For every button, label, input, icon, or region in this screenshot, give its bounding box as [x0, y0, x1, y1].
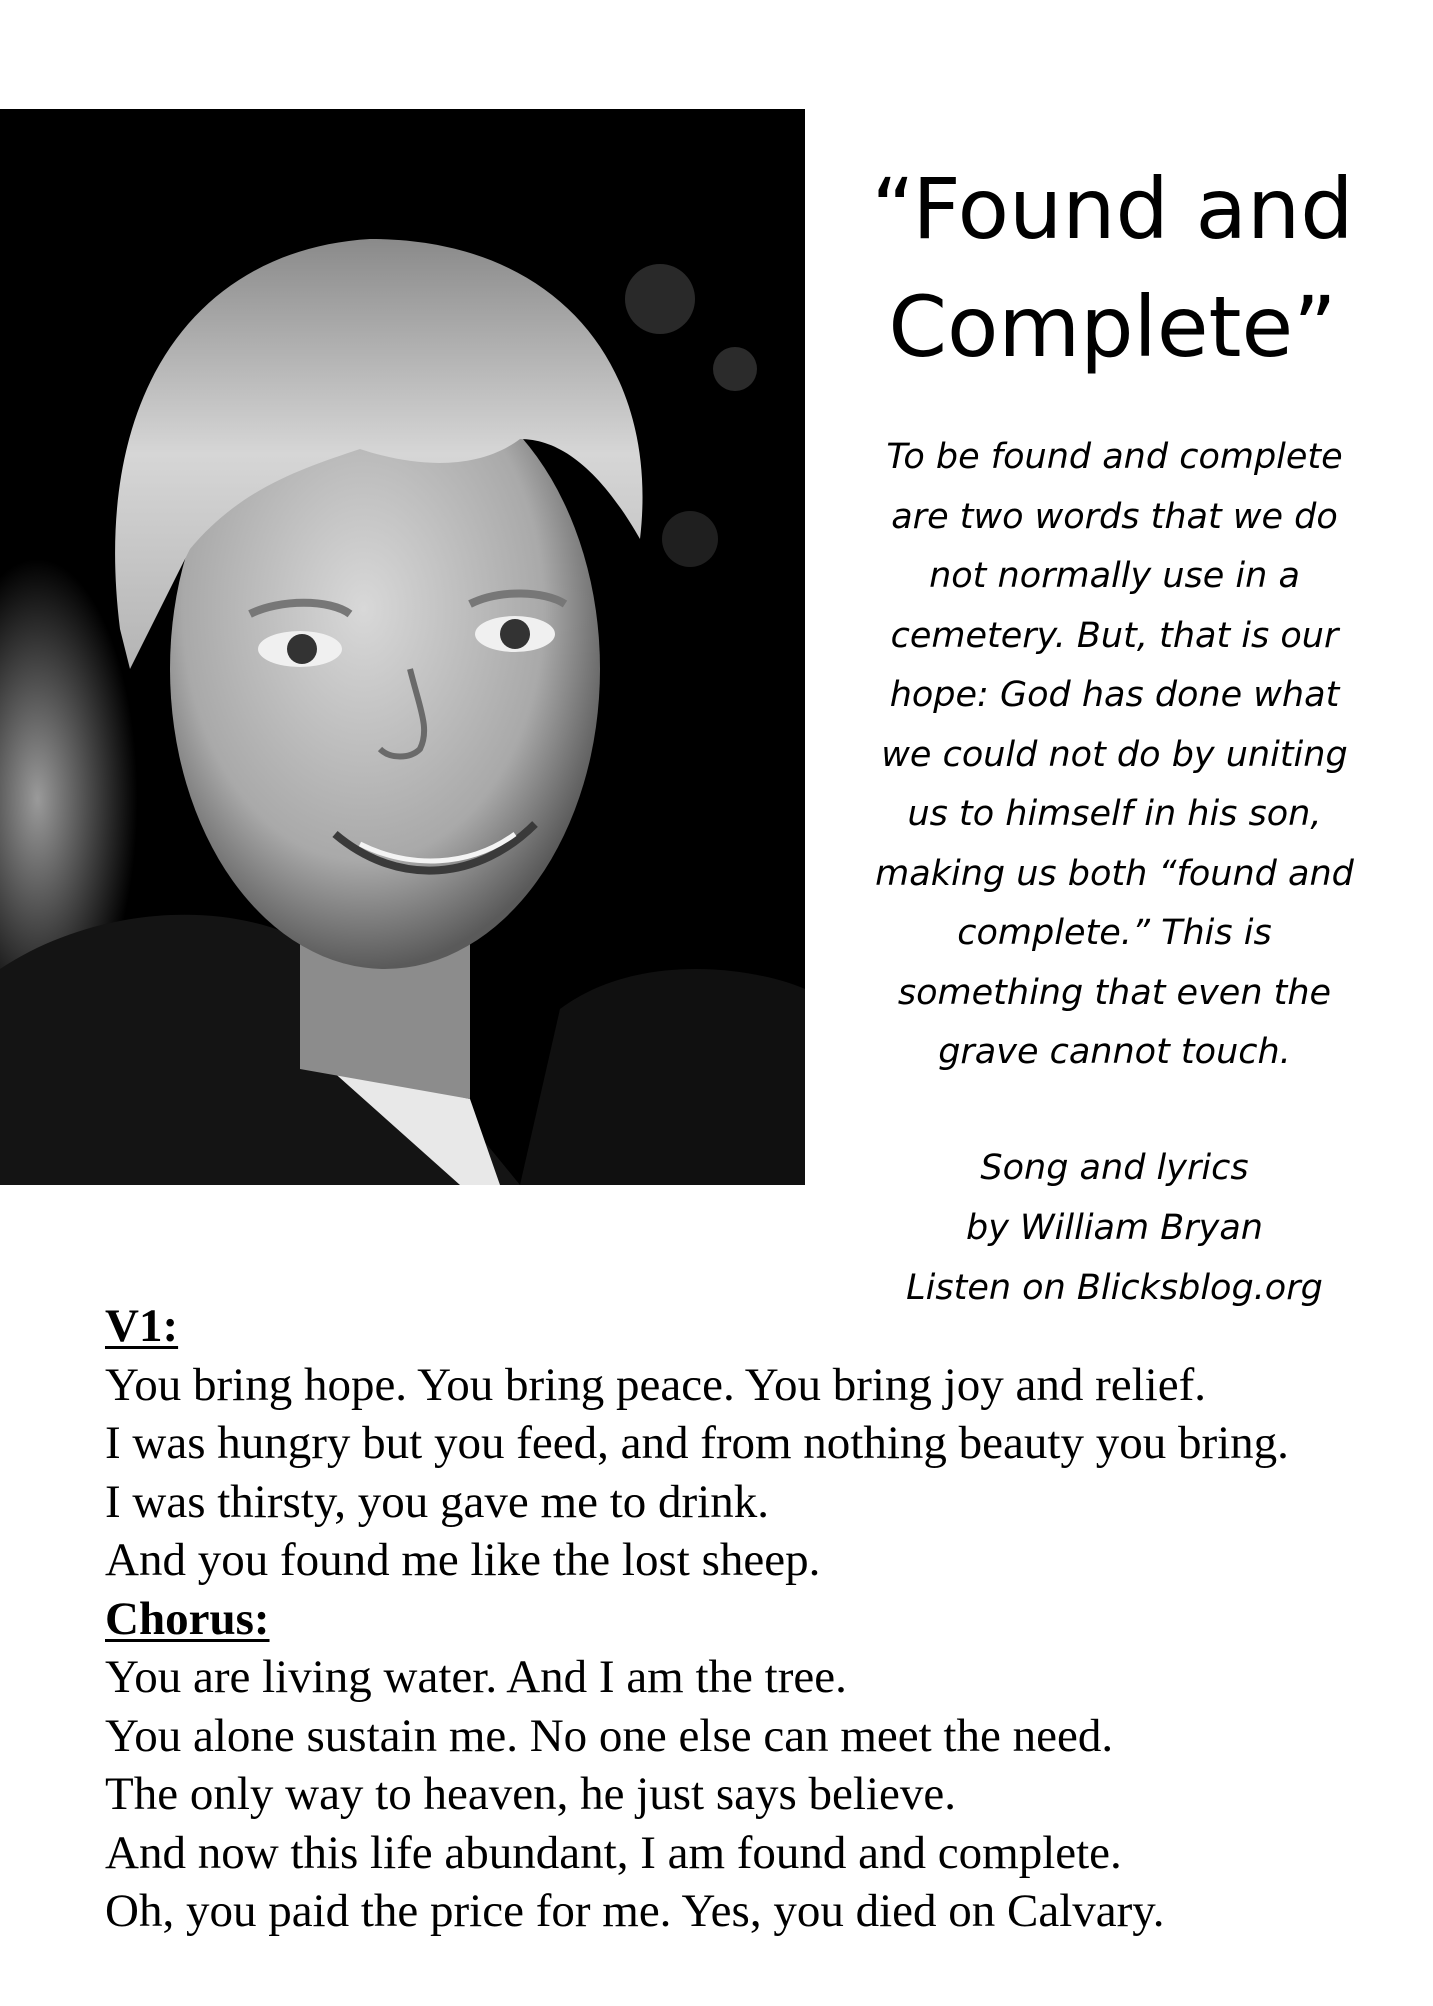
chorus-line: The only way to heaven, he just says believe.	[105, 1768, 956, 1820]
song-title-line-2: Complete”	[888, 278, 1337, 376]
song-credits	[832, 1138, 1397, 1318]
credits-line: by William Bryan	[966, 1208, 1263, 1248]
chorus-line: You alone sustain me. No one else can meet the need.	[105, 1709, 1114, 1762]
description-line: us to himself in his son,	[907, 794, 1322, 834]
chorus-line: Oh, you paid the price for me. Yes, you died on Calvary.	[105, 1885, 1165, 1937]
chorus-heading: Chorus:	[105, 1592, 270, 1645]
chorus-line: You are living water. And I am the tree.	[105, 1651, 847, 1703]
description-line: hope: God has done what	[889, 675, 1340, 715]
credits-line: Listen on Blicksblog.org	[906, 1268, 1323, 1308]
verse-1-line: I was thirsty, you gave me to drink.	[105, 1475, 769, 1528]
verse-1-line: I was hungry but you feed, and from nothing beauty you bring.	[105, 1417, 1289, 1469]
verse-1-heading: V1:	[105, 1300, 179, 1352]
description-line: we could not do by uniting	[881, 734, 1348, 775]
lyrics	[105, 1297, 1425, 1941]
description-line: making us both “found and	[875, 853, 1354, 894]
verse-1-line: And you found me like the lost sheep.	[105, 1534, 821, 1586]
song-title-line-1: “Found and	[871, 160, 1354, 258]
song-title	[840, 150, 1385, 386]
description-line: grave cannot touch.	[938, 1032, 1291, 1072]
verse-1-line: You bring hope. You bring peace. You bring joy and relief.	[105, 1358, 1206, 1411]
description-line: cemetery. But, that is our	[890, 615, 1339, 656]
description-line: To be found and complete	[886, 437, 1343, 477]
credits-line: Song and lyrics	[980, 1148, 1249, 1188]
portrait-photo	[0, 109, 805, 1185]
chorus-line: And now this life abundant, I am found and complete.	[105, 1826, 1122, 1879]
description-line: are two words that we do	[891, 496, 1338, 537]
description-line: something that even the	[897, 972, 1332, 1013]
song-description	[832, 428, 1397, 1083]
portrait-illustration	[0, 109, 805, 1185]
description-line: complete.” This is	[957, 913, 1272, 953]
description-line: not normally use in a	[929, 556, 1300, 596]
